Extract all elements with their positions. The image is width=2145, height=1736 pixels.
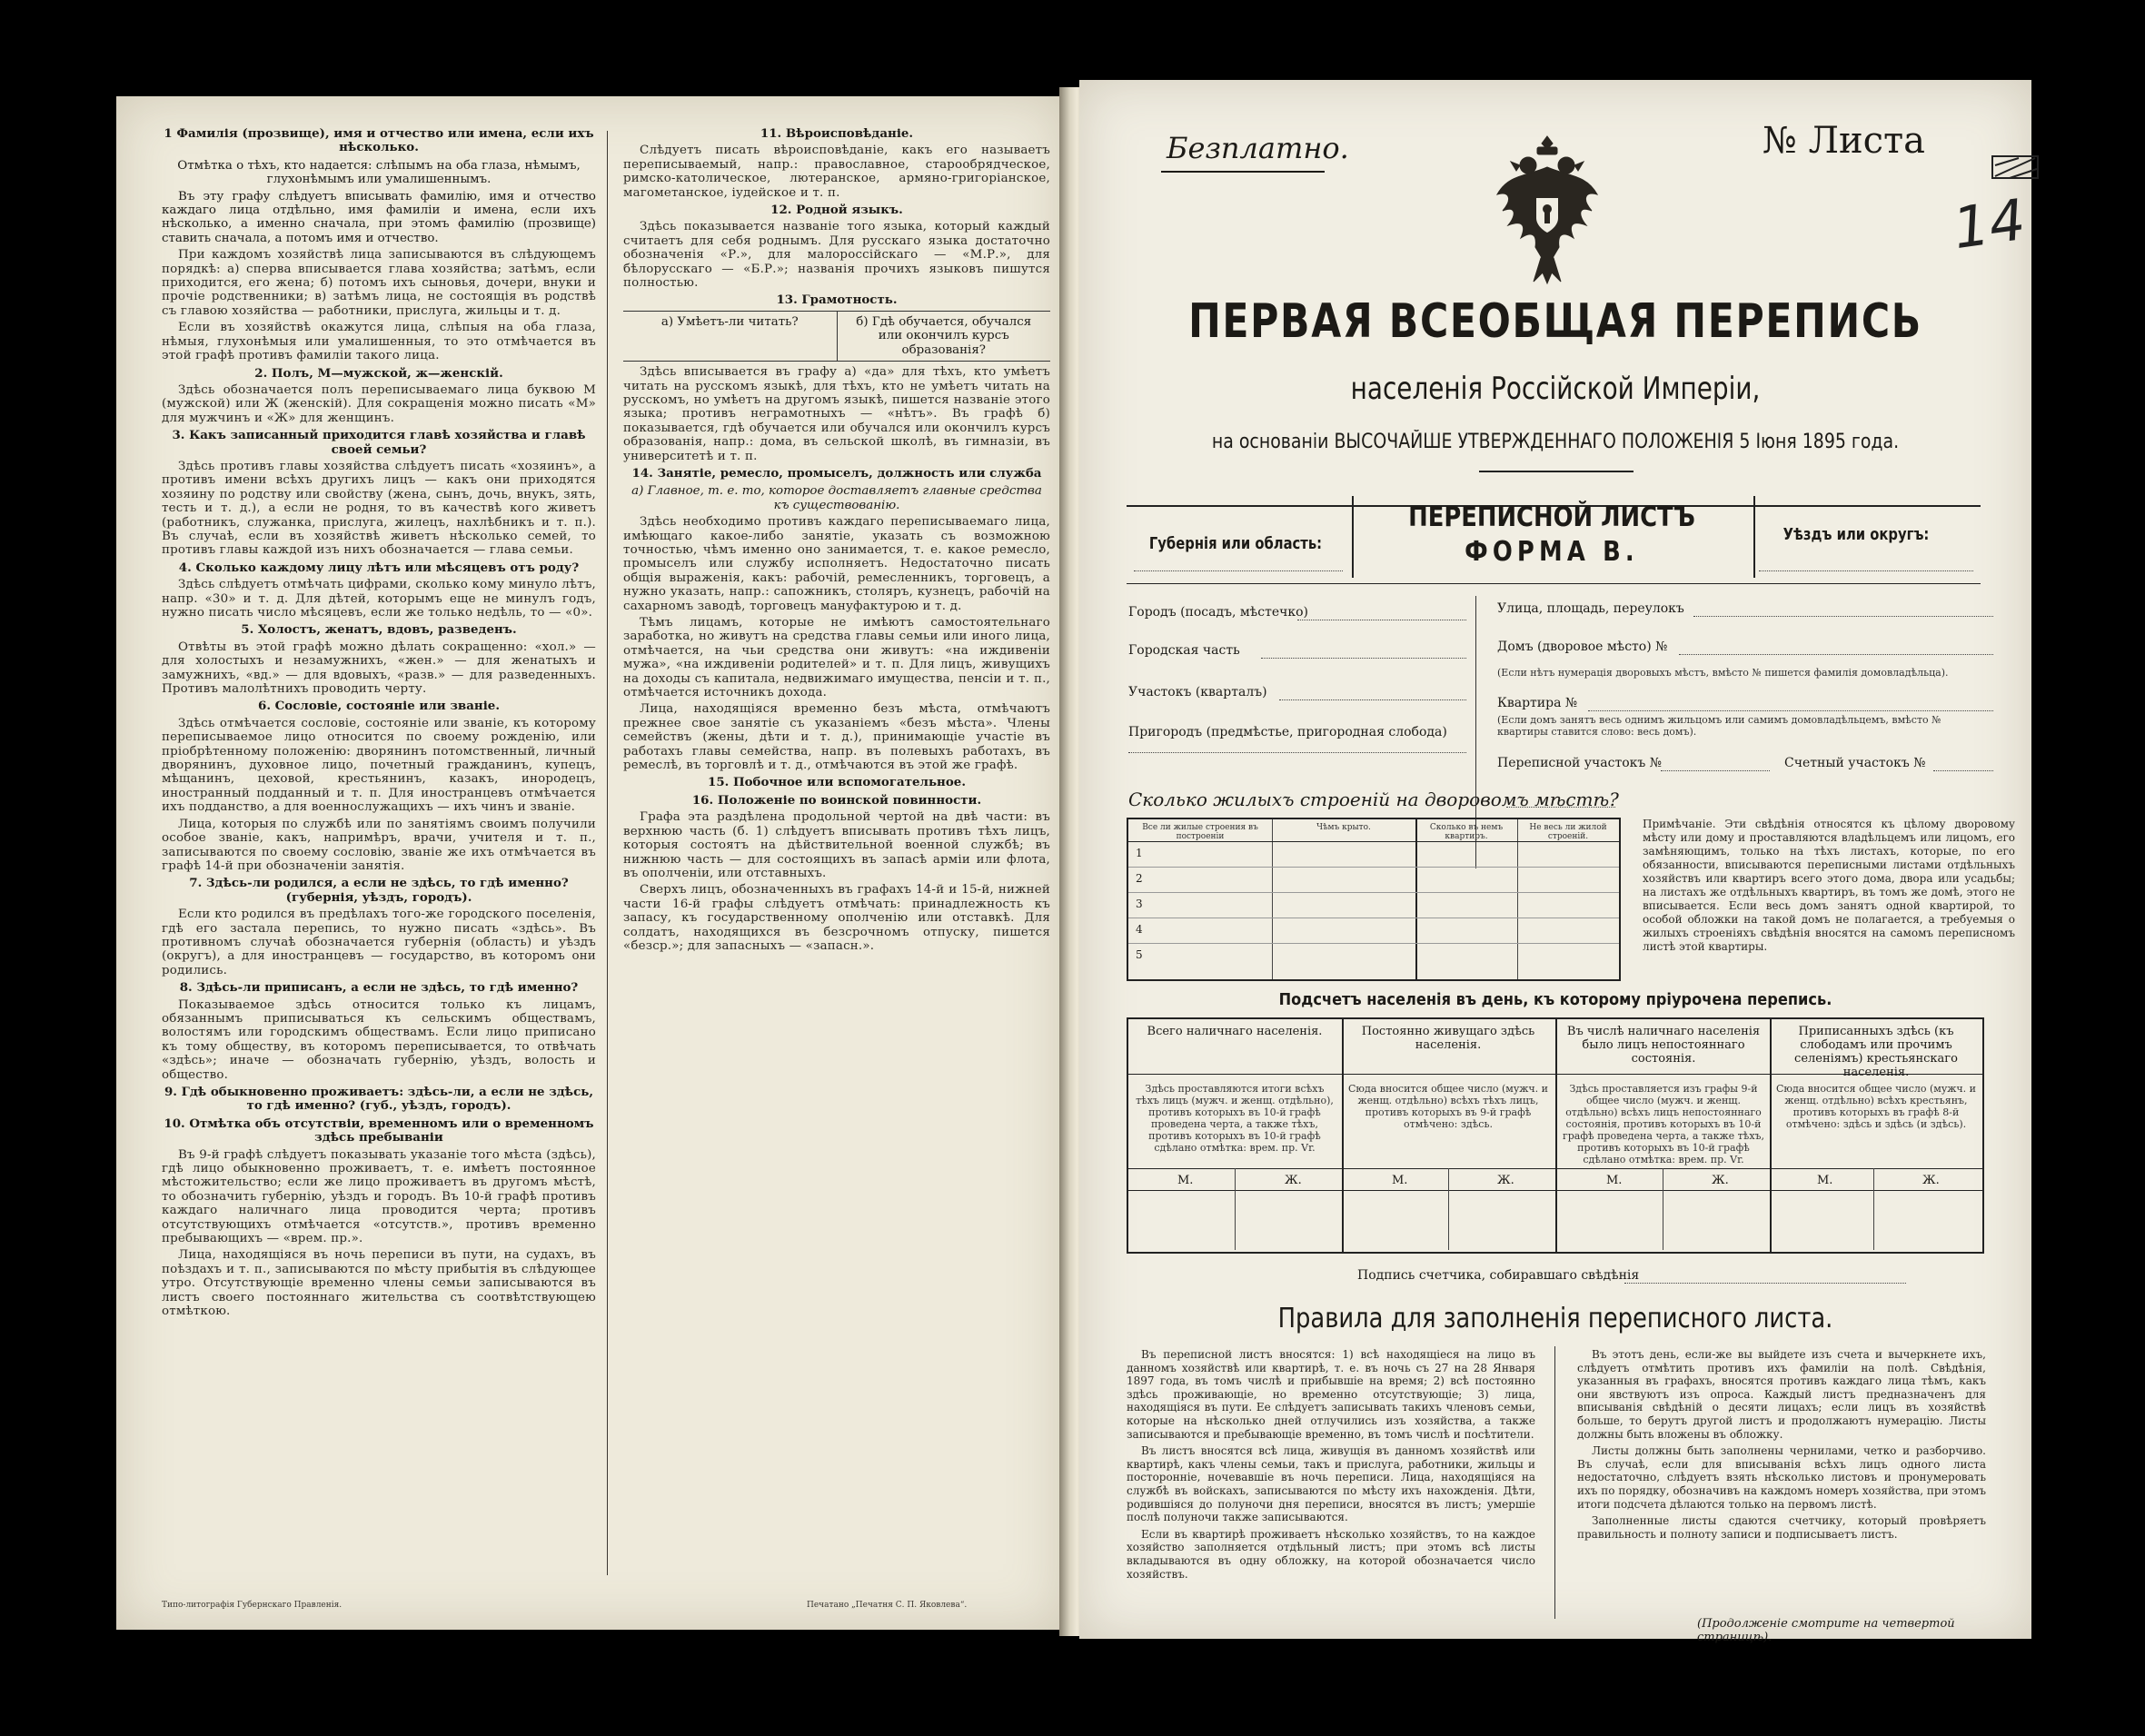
- table-column-line: [1517, 819, 1518, 979]
- paragraph: Здѣсь обозначается полъ переписываемаго лица буквою М (мужской) или Ж (женскій). Для сокращенія можно писать «М» для мужчинъ и «Ж» для женщинъ.: [162, 382, 596, 425]
- apartment-label: Квартира №: [1497, 696, 1578, 710]
- paragraph: Если въ хозяйствѣ окажутся лица, слѣпыя на оба глаза, нѣмыя, глухонѣмыя или умалишенныя, то это отмѣчается въ этой графѣ противъ фамиліи такого лица.: [162, 321, 596, 363]
- section-heading: 13. Грамотность.: [776, 293, 898, 308]
- table-column-line: [1415, 819, 1417, 979]
- rules-title: Правила для заполненія переписного листа.: [1277, 1303, 1833, 1334]
- count-column-desc: Здѣсь проставляется изъ графы 9-й общее число (мужч. и женщ. отдѣльно) всѣхъ лицъ непостояннаго состоянія, противъ которыхъ въ 10-й графѣ проведена черта, а также тѣхъ, противъ которыхъ въ 10-й графѣ сдѣлано отмѣтка: врем. пр. Vr.: [1562, 1083, 1765, 1166]
- paragraph: Здѣсь необходимо противъ каждаго переписываемаго лица, имѣющаго какое-либо занятіе, указать съ возможною точностью, чѣмъ именно оно занимается, т. е. какое ремесло, промыселъ или службу исполняетъ. Недостаточно писать общія выраженія, какъ: рабочій, ремесленникъ, торговецъ, а нужно указать, напр.: сапожникъ, столяръ, кузнецъ, рабочій на сахарномъ заводѣ, торговецъ мануфактурою и т. д.: [623, 515, 1050, 613]
- paragraph: Если кто родился въ предѣлахъ того-же городского поселенія, гдѣ его застала перепись, то нужно писать «здѣсь». Въ противномъ случаѣ обозначается губернія (область) и уѣздъ (округъ), а для иностранцевъ — государство, въ которомъ они родились.: [162, 908, 596, 977]
- printer-footnote: Печатано „Печатня С. П. Яковлева“.: [807, 1601, 968, 1610]
- section-heading: 11. Вѣроисповѣданіе.: [760, 126, 914, 141]
- table-row-number: 3: [1136, 898, 1143, 910]
- left-page: [116, 96, 1063, 1630]
- document-title: ПЕРВАЯ ВСЕОБЩАЯ ПЕРЕПИСЬ: [1188, 294, 1922, 349]
- section-heading: 15. Побочное или вспомогательное.: [708, 775, 966, 790]
- count-column-header: Всего наличнаго населенія.: [1147, 1025, 1323, 1038]
- city-part-field[interactable]: [1261, 658, 1466, 659]
- document-subtitle: населенія Россійской Имперіи,: [1350, 371, 1761, 407]
- section-heading: 16. Положеніе по воинской повинности.: [691, 792, 982, 808]
- section-heading: 9. Гдѣ обыкновенно проживаетъ: здѣсь-ли, а если не здѣсь, то гдѣ именно? (губ., уѣздъ, городъ).: [164, 1085, 594, 1114]
- apartment-note: (Если домъ занятъ весь однимъ жильцомъ или самимъ домовладѣльцемъ, вмѣсто № квартиры ставится слово: весь домъ).: [1497, 714, 1941, 738]
- street-label: Улица, площадь, переулокъ: [1497, 601, 1684, 616]
- buildings-table-header: Не весь ли жилой строеній.: [1529, 823, 1607, 841]
- census-district-field[interactable]: [1661, 770, 1770, 771]
- uezd-label: Уѣздъ или округъ:: [1783, 525, 1930, 544]
- count-column-header: Постоянно живущаго здѣсь населенія.: [1361, 1025, 1535, 1052]
- table-row-line: [1128, 892, 1619, 893]
- census-district-label: Переписной участокъ №: [1497, 756, 1662, 770]
- form-title: ПЕРЕПИСНОЙ ЛИСТЪ: [1408, 501, 1695, 533]
- table-row-line: [1128, 1074, 1982, 1075]
- section-heading: 3. Какъ записанный приходится главѣ хозяйства и главѣ своей семьи?: [172, 428, 586, 457]
- section-heading: 5. Холостъ, женатъ, вдовъ, разведенъ.: [241, 622, 517, 638]
- buildings-table-header: Сколько въ немъ квартиръ.: [1429, 823, 1504, 841]
- paragraph: Графа эта раздѣлена продольной чертой на двѣ части: въ верхнюю часть (б. 1) слѣдуетъ вписывать противъ тѣхъ лицъ, которыя состоятъ на дѣйствительной военной службѣ; въ нижнюю часть — для состоящихъ въ запасѣ арміи или флота, въ ополченіи, или отставныхъ.: [623, 810, 1050, 880]
- table-column-line: [1448, 1168, 1449, 1250]
- male-label: М.: [1177, 1174, 1194, 1187]
- table-row-number: 1: [1136, 847, 1143, 859]
- suburb-label: Пригородъ (предмѣстье, пригородная слобода): [1128, 725, 1447, 739]
- section-heading: 4. Сколько каждому лицу лѣтъ или мѣсяцевъ отъ роду?: [178, 560, 580, 575]
- paragraph: Здѣсь вписывается въ графу а) «да» для тѣхъ, кто умѣетъ читать на русскомъ языкѣ, для тѣхъ, кто не умѣетъ читать на русскомъ, но умѣетъ на другомъ языкѣ, пишется названіе этого языка; противъ неграмотныхъ — «нѣтъ». Въ графѣ б) показывается, гдѣ обучается или обучался или окончилъ курсъ образованія, напр.: дома, въ сельской школѣ, въ гимназіи, въ университетѣ и т. п.: [623, 365, 1050, 463]
- count-column-desc: Здѣсь проставляются итоги всѣхъ тѣхъ лицъ (мужч. и женщ. отдѣльно), противъ которыхъ въ 10-й графѣ проведена черта, а также тѣхъ, противъ которыхъ въ 10-й графѣ сдѣлано отмѣтка: врем. пр. Vr.: [1136, 1083, 1334, 1154]
- rules-paragraph: Въ этотъ день, если-же вы выйдете изъ счета и вычеркнете ихъ, слѣдуетъ отмѣтить противъ ихъ фамиліи на полѣ. Свѣдѣнія, указанныя въ графахъ, вносятся противъ каждаго лица тѣмъ, какъ они явствуютъ изъ опроса. Каждый листъ предназначенъ для вписыванія свѣдѣній о десяти лицахъ; если лицъ въ хозяйствѣ больше, то берутъ другой листъ и продолжаютъ нумерацію. Листы должны быть вложены въ обложку.: [1577, 1348, 1986, 1441]
- count-column-desc: Сюда вносится общее число (мужч. и женщ. отдѣльно) всѣхъ крестьянъ, противъ которыхъ въ графѣ 8-й отмѣчено: здѣсь и здѣсь (и здѣсь).: [1775, 1083, 1977, 1130]
- apartment-field[interactable]: [1588, 710, 1993, 711]
- printer-footnote: Типо-литографія Губернскаго Правленія.: [162, 1601, 343, 1610]
- signature-label: Подпись счетчика, собиравшаго свѣдѣнія: [1357, 1268, 1640, 1283]
- buildings-count-field[interactable]: [1506, 807, 1615, 808]
- table-row-line: [1128, 943, 1619, 944]
- table-column-line: [1873, 1168, 1874, 1250]
- house-note: (Если нѣтъ нумерація дворовыхъ мѣстъ, вмѣсто № пишется фамилія домовладѣльца).: [1497, 667, 1949, 679]
- rules-column-a: [1127, 1348, 1535, 1581]
- section-heading: 10. Отмѣтка объ отсутствіи, временномъ или о временномъ здѣсь пребываніи: [164, 1116, 594, 1146]
- column-divider: [607, 131, 608, 1575]
- rules-paragraph: Листы должны быть заполнены чернилами, четко и разборчиво. Въ случаѣ, если для вписыванія всѣхъ лицъ одного листа недостаточно, слѣдуетъ взять нѣсколько листовъ и пронумеровать ихъ по порядку, обозначивъ на каждомъ номеръ хозяйства, при этомъ итоги подсчета дѣлаются только на первомъ листѣ.: [1577, 1444, 1986, 1511]
- paragraph: Слѣдуетъ писать вѣроисповѣданіе, какъ его называетъ переписываемый, напр.: православное, старообрядческое, римско-католическое, лютеранское, армяно-григоріанское, магометанское, іудейское и т. п.: [623, 144, 1050, 200]
- uezd-field[interactable]: [1759, 570, 1973, 571]
- paragraph: Здѣсь показывается названіе того языка, который каждый считаетъ для себя роднымъ. Для русскаго языка достаточно обозначенія «Р.», для малороссійскаго — «М.Р.», для бѣлорусскаго — «Б.Р.»; названія прочихъ языковъ пишутся полностью.: [623, 220, 1050, 291]
- free-label: Безплатно.: [1167, 131, 1349, 165]
- counter-district-label: Счетный участокъ №: [1784, 756, 1926, 770]
- count-column-desc: Сюда вносится общее число (мужч. и женщ. отдѣльно) всѣхъ тѣхъ лицъ, противъ которыхъ въ 9-й графѣ отмѣчено: здѣсь.: [1347, 1083, 1549, 1130]
- table-row-line: [1128, 1168, 1982, 1169]
- section-heading: 8. Здѣсь-ли приписанъ, а если не здѣсь, то гдѣ именно?: [179, 980, 579, 996]
- section-heading: 1 Фамилія (прозвище), имя и отчество или имена, если ихъ нѣсколько.: [164, 126, 594, 155]
- section-heading: 2. Полъ, М—мужской, ж—женскій.: [254, 365, 503, 381]
- table-column-line: [1235, 1168, 1236, 1250]
- paragraph: Показываемое здѣсь относится только къ лицамъ, обязаннымъ приписываться къ сельскимъ обществамъ, волостямъ или городскимъ обществамъ. Если лицо приписано къ тому обществу, въ которомъ переписывается, то отвѣчать «здѣсь»; иначе — обозначать губернію, уѣздъ, волость и общество.: [162, 997, 596, 1082]
- literacy-subtable: [623, 311, 1050, 362]
- paragraph: Лица, находящіяся въ ночь переписи въ пути, на судахъ, въ поѣздахъ и т. п., записываются по мѣсту прибытія въ слѣдующее утро. Отсутствующіе временно члены семьи записываются въ листъ своего постояннаго жительства съ соотвѣтствующею отмѣткою.: [162, 1248, 596, 1319]
- city-part-label: Городская часть: [1128, 643, 1240, 658]
- title-divider: [1479, 471, 1634, 472]
- female-label: Ж.: [1922, 1174, 1940, 1187]
- buildings-table-header: Все ли жилые строения въ построеніи: [1142, 823, 1258, 841]
- gubernia-field[interactable]: [1134, 570, 1343, 571]
- female-label: Ж.: [1285, 1174, 1302, 1187]
- section-subheading: а) Главное, т. е. то, которое доставляетъ главные средства къ существованію.: [631, 484, 1042, 512]
- section-subheading: Отмѣтка о тѣхъ, кто надается: слѣпымъ на оба глаза, нѣмымъ, глухонѣмымъ или умалишеннымъ.: [177, 158, 581, 187]
- male-label: М.: [1817, 1174, 1833, 1187]
- table-column-line: [1342, 1019, 1344, 1252]
- paragraph: Лица, находящіяся временно безъ мѣста, отмѣчаютъ прежнее свое занятіе съ указаніемъ «безъ мѣста». Члены семействъ (жены, дѣти и т. д.), принимающіе участіе въ работахъ главы семейства, напр. въ полевыхъ работахъ, въ ремеслѣ, въ торговлѣ и т. д., отмѣчаются въ этой же графѣ.: [623, 702, 1050, 773]
- paragraph: Здѣсь противъ главы хозяйства слѣдуетъ писать «хозяинъ», а противъ имени всѣхъ другихъ лицъ — какъ они приходятся хозяину по родству или свойству (жена, сынъ, дочь, внукъ, зять, тесть и т. д.), а если не родня, то въ качествѣ кого живетъ (работникъ, служанка, прислуга, жилецъ, нахлѣбникъ и т. п.). Въ случаѣ, если въ хозяйствѣ живетъ нѣсколько семей, то противъ главы каждой изъ нихъ обозначается — глава семьи.: [162, 459, 596, 558]
- table-column-line: [1770, 1019, 1772, 1252]
- house-field[interactable]: [1679, 654, 1993, 655]
- literacy-q-b: б) Гдѣ обучается, обучался или окончилъ курсъ образованія?: [856, 314, 1032, 357]
- table-column-line: [1555, 1019, 1557, 1252]
- population-count-title: Подсчетъ населенія въ день, къ которому пріурочена перепись.: [1278, 990, 1832, 1009]
- sheet-number-label: № Листа: [1763, 120, 1925, 162]
- population-count-table: [1127, 1017, 1984, 1254]
- paragraph: Тѣмъ лицамъ, которые не имѣютъ самостоятельнаго заработка, но живутъ на средства главы семьи или иного лица, отмѣчается, на чьи средства они живутъ: «на иждивеніи мужа», «на иждивеніи родителей» и т. п. Для лицъ, живущихъ на доходы съ капитала, недвижимаго имущества, пенсіи и т. п., отмѣчается источникъ дохода.: [623, 616, 1050, 700]
- table-row-line: [1128, 841, 1619, 842]
- signature-field[interactable]: [1624, 1283, 1906, 1284]
- count-column-header: Приписанныхъ здѣсь (къ слободамъ или прочимъ селеніямъ) крестьянскаго населенія.: [1794, 1025, 1958, 1079]
- female-label: Ж.: [1712, 1174, 1729, 1187]
- table-row-number: 2: [1136, 872, 1143, 885]
- double-headed-eagle-icon: [1490, 131, 1604, 285]
- paragraph: Здѣсь слѣдуетъ отмѣчать цифрами, сколько кому минуло лѣтъ, напр. «30» и т. д. Для дѣтей, которымъ еще не минулъ годъ, нужно писать число мѣсяцевъ, если же только недѣль, то — «0».: [162, 578, 596, 620]
- free-underline: [1161, 171, 1325, 173]
- rules-paragraph: Если въ квартирѣ проживаетъ нѣсколько хозяйствъ, то на каждое хозяйство заполняется отдѣльный листъ; при этомъ всѣ листы вкладываются въ одну обложку, на которой обозначается число хозяйствъ.: [1127, 1527, 1535, 1581]
- paragraph: Сверхъ лицъ, обозначенныхъ въ графахъ 14-й и 15-й, нижней части 16-й графы слѣдуетъ отмѣчать: принадлежность къ запасу, къ государственному ополченію или отставкѣ. Для солдатъ, находящихся въ безсрочномъ отпуску, пишется «безср.»; для запасныхъ — «запасн.».: [623, 883, 1050, 953]
- section-heading: 12. Родной языкъ.: [770, 203, 903, 218]
- paragraph: Отвѣты въ этой графѣ можно дѣлать сокращенно: «хол.» — для холостыхъ и незамужнихъ, «жен.» — для женатыхъ и замужнихъ, «вд.» — для вдовыхъ, «разв.» — для разведенныхъ. Противъ малолѣтнихъ проводить черту.: [162, 640, 596, 697]
- female-label: Ж.: [1497, 1174, 1514, 1187]
- gubernia-label: Губернія или область:: [1148, 534, 1323, 553]
- left-column-b: [623, 124, 1050, 956]
- district-label: Участокъ (кварталъ): [1128, 685, 1267, 699]
- rules-column-b: [1577, 1348, 1986, 1541]
- paragraph: Въ 9-й графѣ слѣдуетъ показывать указаніе того мѣста (здѣсь), гдѣ лицо обыкновенно проживаетъ, т. е. имѣетъ постоянное мѣстожительство; если же лицо проживаетъ въ другомъ мѣстѣ, то обозначить губернію, уѣздъ и городъ. Въ 10-й графѣ противъ каждаго наличнаго лица проводится черта; противъ отсутствующихъ отмѣчается «отсутств.», противъ временно пребывающихъ — «врем. пр.».: [162, 1147, 596, 1246]
- table-row-number: 4: [1136, 923, 1143, 936]
- male-label: М.: [1606, 1174, 1623, 1187]
- street-field[interactable]: [1693, 616, 1993, 617]
- section-heading: 6. Сословіе, состояніе или званіе.: [258, 699, 500, 714]
- table-column-line: [1272, 819, 1273, 979]
- counter-district-field[interactable]: [1933, 770, 1993, 771]
- count-column-header: Въ числѣ наличнаго населенія было лицъ непостояннаго состоянія.: [1566, 1025, 1761, 1066]
- district-field[interactable]: [1279, 699, 1466, 700]
- rules-continued-note: (Продолженіе смотрите на четвертой страницѣ).: [1697, 1617, 1955, 1644]
- house-label: Домъ (дворовое мѣсто) №: [1497, 640, 1668, 654]
- literacy-q-a: а) Умѣетъ-ли читать?: [623, 312, 838, 361]
- buildings-table: [1127, 818, 1621, 981]
- table-row-line: [1128, 1190, 1982, 1191]
- table-row-number: 5: [1136, 948, 1143, 961]
- handwritten-sheet-number: 14: [1949, 185, 2030, 263]
- form-name: ФОРМА В.: [1465, 536, 1639, 568]
- paragraph: Въ эту графу слѣдуетъ вписывать фамилію, имя и отчество каждаго лица отдѣльно, имя фамиліи и имена, если ихъ нѣсколько, а именно сначала, при этомъ фамилію (прозвище) ставить сначала, а потомъ имя и отчество.: [162, 189, 596, 245]
- paragraph: При каждомъ хозяйствѣ лица записываются въ слѣдующемъ порядкѣ: а) сперва вписывается глава хозяйства; затѣмъ, если приходится, его жена; б) потомъ ихъ сыновья, дочери, внуки и прочіе родственники; в) затѣмъ лица, не состоящія въ родствѣ съ главою хозяйства — работники, прислуга, жильцы и т. д.: [162, 248, 596, 318]
- male-label: М.: [1392, 1174, 1408, 1187]
- sheet-number-box: [1991, 153, 2041, 184]
- rules-paragraph: Въ переписной листъ вносятся: 1) всѣ находящіеся на лицо въ данномъ хозяйствѣ или квартирѣ, т. е. въ ночь съ 27 на 28 Января 1897 года, въ томъ числѣ и прибывшіе на время; 2) всѣ постоянно здѣсь проживающіе, но временно отсутствующіе; 3) лица, находящіяся въ пути. Ее слѣдуетъ записывать такихъ членовъ семьи, которые на нѣсколько дней отлучились изъ хозяйства, а также записываются и пребывающіе временно, въ томъ числѣ и посѣтители.: [1127, 1348, 1535, 1441]
- buildings-table-header: Чѣмъ крыто.: [1316, 823, 1371, 832]
- suburb-field[interactable]: [1128, 752, 1466, 753]
- section-heading: 7. Здѣсь-ли родился, а если не здѣсь, то гдѣ именно? (губернія, уѣздъ, городъ).: [189, 876, 569, 905]
- right-page: [1079, 80, 2031, 1644]
- paragraph: Лица, которыя по службѣ или по занятіямъ своимъ получили особое званіе, какъ, напримѣръ, врачи, учителя и т. п., записываются по своему сословію, званіе же ихъ отмѣчается въ графѣ 14-й при обозначеніи занятія.: [162, 817, 596, 873]
- legal-basis: на основаніи ВЫСОЧАЙШЕ УТВЕРЖДЕННАГО ПОЛОЖЕНІЯ 5 Іюня 1895 года.: [1211, 431, 1900, 453]
- buildings-question: Сколько жилыхъ строеній на дворовомъ мѣстѣ?: [1128, 789, 1619, 810]
- city-label: Городъ (посадъ, мѣстечко): [1128, 605, 1309, 620]
- left-column-a: [162, 124, 596, 1322]
- rules-paragraph: Заполненные листы сдаются счетчику, который провѣряетъ правильность и полноту записи и подписываетъ листъ.: [1577, 1514, 1986, 1541]
- column-divider: [1554, 1346, 1555, 1619]
- section-heading: 14. Занятіе, ремесло, промыселъ, должность или служба: [631, 465, 1042, 481]
- table-row-line: [1128, 867, 1619, 868]
- rules-paragraph: Въ листъ вносятся всѣ лица, живущія въ данномъ хозяйствѣ или квартирѣ, какъ члены семьи, такъ и прислуга, работники, жильцы и посторонніе, ночевавшіе въ ночь переписи. Лица, находящіяся на службѣ въ войскахъ, записываются по мѣсту ихъ нахожденія. Дѣти, родившіяся до полуночи дня переписи, вносятся въ листъ; умершіе послѣ полуночи также записываются.: [1127, 1444, 1535, 1524]
- paragraph: Здѣсь отмѣчается сословіе, состояніе или званіе, къ которому переписываемое лицо относится по своему рожденію, или пріобрѣтенному положенію: дворянинъ потомственный, личный дворянинъ, духовное лицо, почетный гражданинъ, купецъ, мѣщанинъ, цеховой, крестьянинъ, казакъ, инородецъ, иностранный подданный и т. п. Для иностранцевъ отмѣчается ихъ подданство, а для военнослужащихъ — ихъ чинъ и званіе.: [162, 716, 596, 815]
- buildings-note: Примѣчаніе. Эти свѣдѣнія относятся къ цѣлому дворовому мѣсту или дому и проставляются владѣльцемъ или лицомъ, его замѣняющимъ, только на тѣхъ листахъ, которые, по его обязанности, вписываются переписными листами отдѣльныхъ хозяйствъ или квартиръ всего этого дома, двора или усадьбы; на листахъ же отдѣльныхъ квартиръ, въ томъ же домѣ, этого не вписывается. Если весь домъ занятъ одной квартирой, то особой обложки на такой домъ не полагается, а требуемыя о жилыхъ строеніяхъ свѣдѣнія вносятся на самомъ переписномъ листѣ этой квартиры.: [1643, 818, 2015, 953]
